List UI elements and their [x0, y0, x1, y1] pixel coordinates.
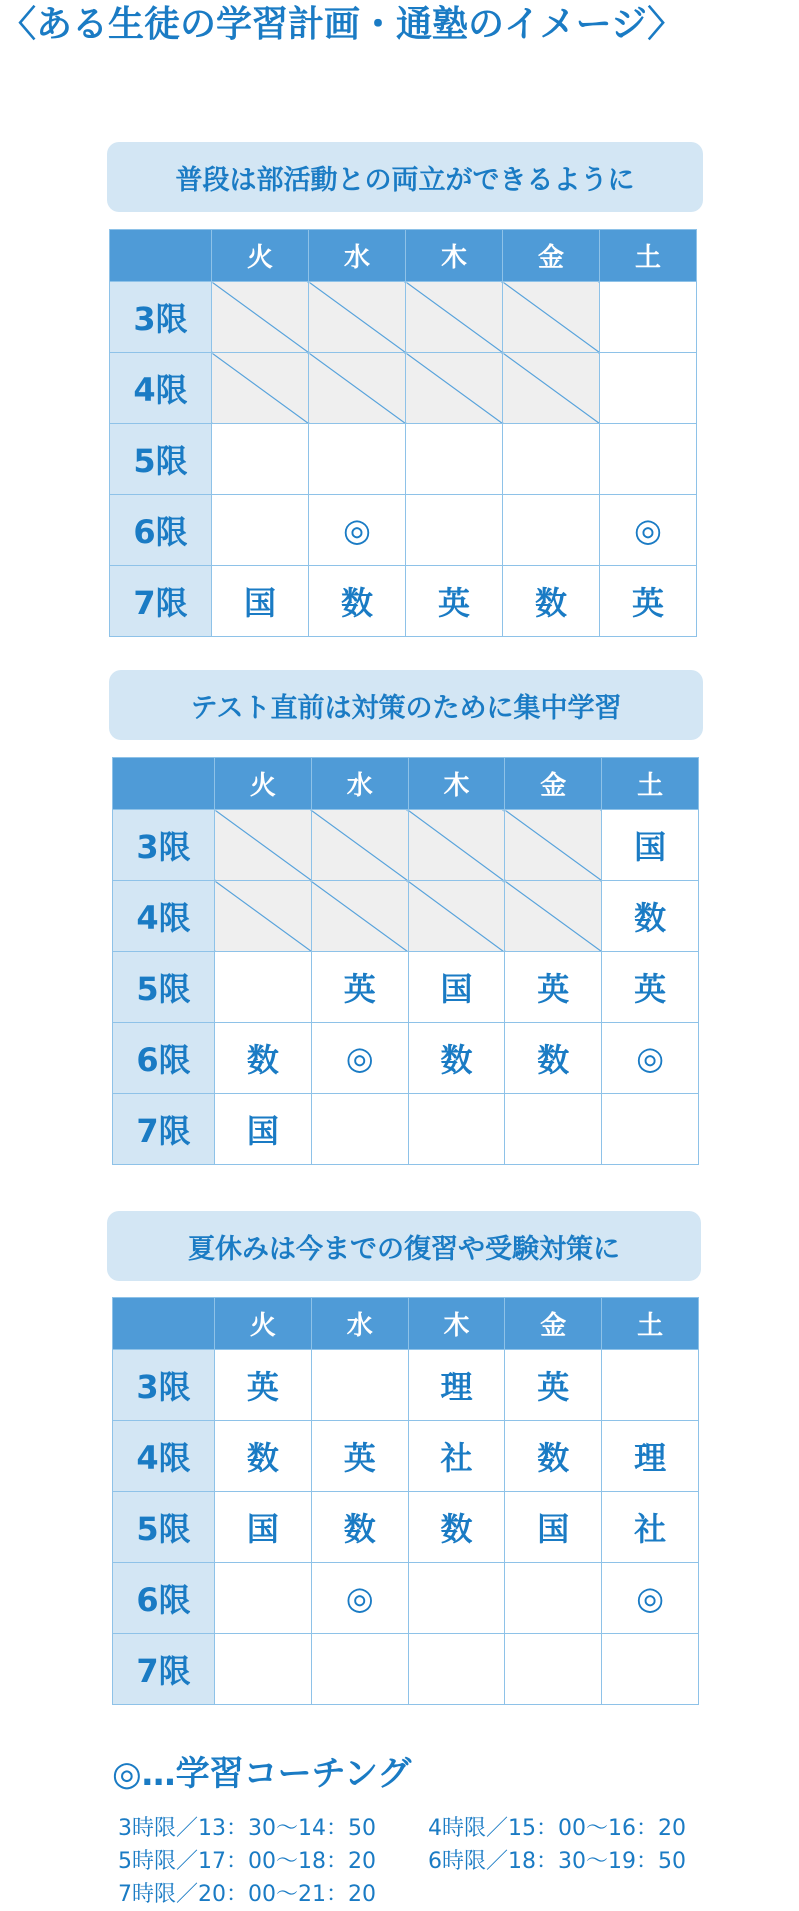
unavailable-cell [309, 282, 406, 353]
period-label: 6限 [110, 495, 212, 566]
period-row [113, 1094, 699, 1165]
unavailable-cell [408, 810, 505, 881]
unavailable-cell [212, 353, 309, 424]
schedule-cell [600, 424, 697, 495]
day-header: 土 [602, 758, 699, 810]
schedule-cell: 国 [215, 1492, 312, 1563]
period-label: 3限 [113, 1350, 215, 1421]
schedule-cell [600, 282, 697, 353]
schedule-cell: ◎ [602, 1563, 699, 1634]
day-header: 火 [212, 230, 309, 282]
period-row [110, 495, 697, 566]
schedule-cell: 数 [505, 1421, 602, 1492]
day-header: 木 [408, 758, 505, 810]
day-header: 水 [309, 230, 406, 282]
schedule-cell: 数 [309, 566, 406, 637]
schedule-cell: 社 [408, 1421, 505, 1492]
schedule-cell [505, 1094, 602, 1165]
schedule-cell [311, 1350, 408, 1421]
period-label: 6限 [113, 1023, 215, 1094]
schedule-cell: 理 [602, 1421, 699, 1492]
time-slot-4: 4時限／15：00〜16：20 [428, 1816, 686, 1841]
schedule-cell: 国 [505, 1492, 602, 1563]
day-header: 土 [600, 230, 697, 282]
schedule-cell: 国 [215, 1094, 312, 1165]
day-header: 土 [602, 1298, 699, 1350]
schedule-cell: 数 [215, 1421, 312, 1492]
schedule-table-3 [112, 1297, 699, 1705]
schedule-cell [602, 1094, 699, 1165]
legend-times [118, 1812, 758, 1911]
period-label: 4限 [113, 881, 215, 952]
unavailable-cell [215, 881, 312, 952]
day-header: 木 [408, 1298, 505, 1350]
section-label-2: テスト直前は対策のために集中学習 [109, 670, 703, 740]
unavailable-cell [503, 282, 600, 353]
day-header: 火 [215, 758, 312, 810]
period-row [113, 952, 699, 1023]
period-row [113, 1563, 699, 1634]
schedule-cell: 国 [212, 566, 309, 637]
schedule-cell: 英 [215, 1350, 312, 1421]
day-header: 金 [505, 758, 602, 810]
unavailable-cell [309, 353, 406, 424]
period-label: 3限 [113, 810, 215, 881]
schedule-cell [212, 424, 309, 495]
schedule-cell: 社 [602, 1492, 699, 1563]
period-label: 4限 [110, 353, 212, 424]
period-row [113, 1634, 699, 1705]
schedule-cell: 数 [408, 1023, 505, 1094]
schedule-cell: 国 [602, 810, 699, 881]
schedule-cell: ◎ [309, 495, 406, 566]
time-slot-3: 3時限／13：30〜14：50 [118, 1816, 376, 1841]
period-row [110, 566, 697, 637]
unavailable-cell [505, 881, 602, 952]
time-slot-7: 7時限／20：00〜21：20 [118, 1882, 376, 1907]
period-label: 7限 [113, 1094, 215, 1165]
day-header: 火 [215, 1298, 312, 1350]
period-label: 5限 [113, 952, 215, 1023]
period-row [113, 881, 699, 952]
schedule-cell: 英 [505, 1350, 602, 1421]
schedule-cell: 国 [408, 952, 505, 1023]
unavailable-cell [215, 810, 312, 881]
schedule-cell [408, 1094, 505, 1165]
unavailable-cell [311, 881, 408, 952]
schedule-cell [602, 1350, 699, 1421]
period-row [113, 810, 699, 881]
schedule-cell: 数 [408, 1492, 505, 1563]
schedule-cell: 数 [602, 881, 699, 952]
period-row [113, 1421, 699, 1492]
schedule-cell [408, 1634, 505, 1705]
header-corner [113, 1298, 215, 1350]
section-label-1: 普段は部活動との両立ができるように [107, 142, 703, 212]
time-slot-6: 6時限／18：30〜19：50 [428, 1849, 686, 1874]
schedule-cell: 理 [408, 1350, 505, 1421]
period-label: 4限 [113, 1421, 215, 1492]
unavailable-cell [406, 353, 503, 424]
schedule-cell [215, 952, 312, 1023]
day-header: 金 [503, 230, 600, 282]
period-row [113, 1350, 699, 1421]
schedule-cell: ◎ [311, 1563, 408, 1634]
legend-title: ◎…学習コーチング [112, 1754, 412, 1794]
schedule-cell [503, 424, 600, 495]
period-label: 6限 [113, 1563, 215, 1634]
schedule-cell: 英 [505, 952, 602, 1023]
unavailable-cell [311, 810, 408, 881]
schedule-cell [215, 1634, 312, 1705]
schedule-cell [215, 1563, 312, 1634]
period-label: 7限 [110, 566, 212, 637]
period-label: 3限 [110, 282, 212, 353]
day-header: 金 [505, 1298, 602, 1350]
schedule-cell: 英 [600, 566, 697, 637]
schedule-cell [311, 1094, 408, 1165]
schedule-table-1 [109, 229, 697, 637]
day-header: 木 [406, 230, 503, 282]
section-label-3: 夏休みは今までの復習や受験対策に [107, 1211, 701, 1281]
schedule-cell: ◎ [600, 495, 697, 566]
schedule-cell [406, 424, 503, 495]
period-label: 5限 [113, 1492, 215, 1563]
schedule-cell [505, 1634, 602, 1705]
schedule-cell: 数 [505, 1023, 602, 1094]
period-label: 5限 [110, 424, 212, 495]
schedule-cell: 数 [503, 566, 600, 637]
page-title: 〈ある生徒の学習計画・通塾のイメージ〉 [0, 4, 684, 45]
schedule-cell: 数 [311, 1492, 408, 1563]
unavailable-cell [505, 810, 602, 881]
schedule-cell: 英 [311, 1421, 408, 1492]
schedule-cell: ◎ [311, 1023, 408, 1094]
header-corner [113, 758, 215, 810]
schedule-cell: 英 [406, 566, 503, 637]
unavailable-cell [406, 282, 503, 353]
time-slot-5: 5時限／17：00〜18：20 [118, 1849, 376, 1874]
schedule-cell [408, 1563, 505, 1634]
schedule-cell: 英 [311, 952, 408, 1023]
period-row [110, 353, 697, 424]
period-row [113, 1492, 699, 1563]
schedule-cell [503, 495, 600, 566]
schedule-cell [600, 353, 697, 424]
period-label: 7限 [113, 1634, 215, 1705]
schedule-cell [212, 495, 309, 566]
header-corner [110, 230, 212, 282]
day-header: 水 [311, 1298, 408, 1350]
unavailable-cell [408, 881, 505, 952]
unavailable-cell [503, 353, 600, 424]
schedule-cell [309, 424, 406, 495]
schedule-cell [505, 1563, 602, 1634]
period-row [113, 1023, 699, 1094]
day-header: 水 [311, 758, 408, 810]
period-row [110, 282, 697, 353]
schedule-cell [311, 1634, 408, 1705]
schedule-cell: ◎ [602, 1023, 699, 1094]
schedule-cell [602, 1634, 699, 1705]
period-row [110, 424, 697, 495]
unavailable-cell [212, 282, 309, 353]
schedule-cell: 数 [215, 1023, 312, 1094]
schedule-cell: 英 [602, 952, 699, 1023]
schedule-table-2 [112, 757, 699, 1165]
schedule-cell [406, 495, 503, 566]
